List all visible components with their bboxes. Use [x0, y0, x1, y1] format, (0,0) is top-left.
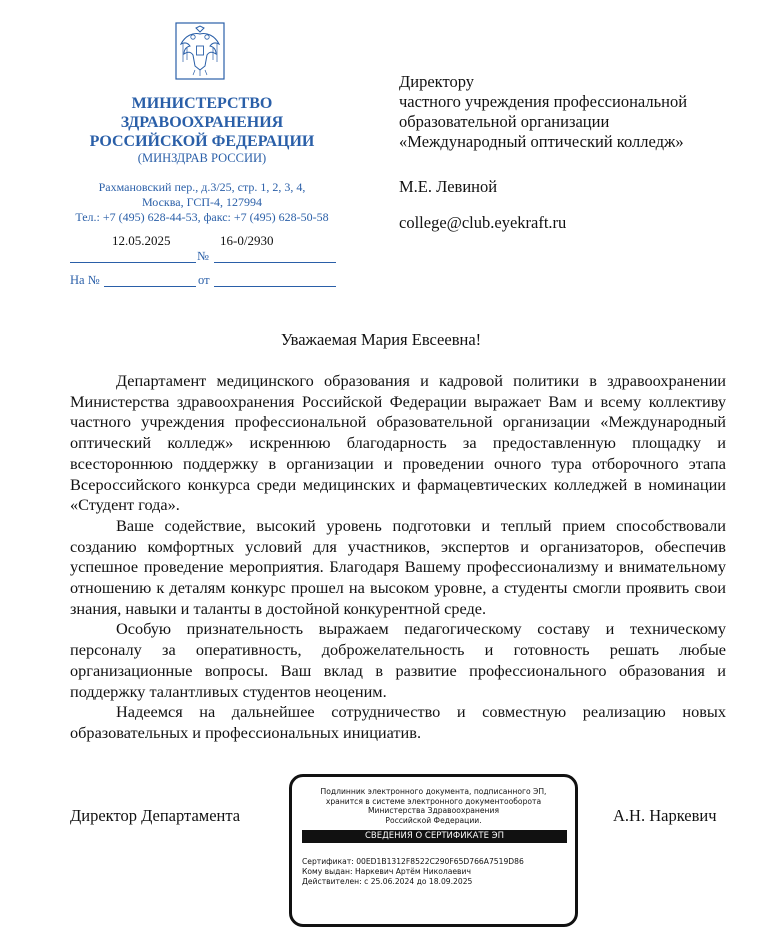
- stamp-header-line: Подлинник электронного документа, подписанного ЭП,: [320, 787, 547, 796]
- letter-body: [70, 371, 726, 744]
- recipient-name: М.Е. Левиной: [399, 177, 498, 196]
- ministry-line: РОССИЙСКОЙ ФЕДЕРАЦИИ: [89, 133, 315, 150]
- recipient-line: Директору: [399, 72, 474, 91]
- ministry-line: МИНИСТЕРСТВО: [131, 95, 273, 112]
- certificate-info: [302, 857, 524, 886]
- number-label: №: [197, 249, 209, 263]
- salutation: Уважаемая Мария Евсеевна!: [280, 330, 482, 349]
- recipient-line: образовательной организации: [399, 112, 610, 131]
- reference-from-label: от: [198, 273, 210, 287]
- stamp-title-bar: СВЕДЕНИЯ О СЕРТИФИКАТЕ ЭП: [302, 830, 567, 843]
- certificate-owner: Кому выдан: Наркевич Артём Николаевич: [302, 866, 471, 876]
- ministry-name: [60, 94, 344, 151]
- ministry-line: ЗДРАВООХРАНЕНИЯ: [120, 114, 284, 131]
- paragraph: Надеемся на дальнейшее сотрудничество и совместную реализацию новых образовательных и профессиональных инициатив.: [70, 702, 726, 742]
- signatory-position: Директор Департамента: [70, 806, 241, 825]
- reference-prefix: На №: [70, 273, 100, 287]
- certificate-number: Сертификат: 00ED1B1312F8522C290F65D766A7519D86: [302, 857, 524, 866]
- stamp-header: [304, 787, 563, 825]
- address-line: Рахмановский пер., д.3/25, стр. 1, 2, 3, 4,: [98, 180, 306, 194]
- paragraph: Особую признательность выражаем педагогическому составу и техническому персоналу за оперативность, доброжелательность и готовность решать любые организационные вопросы. Ваш вклад в развитие профессионального образования и поддержку талантливых студентов неоценим.: [70, 619, 726, 701]
- paragraph: Ваше содействие, высокий уровень подготовки и теплый прием способствовали созданию комфортных условий для участников, экспертов и организаторов, обеспечив успешное проведение мероприятия. Благодаря Вашему профессионализму и внимательному отношению к деталям конкурс прошел на высоком уровне, а студенты смогли проявить свои знания, навыки и таланты в достойной конкурентной среде.: [70, 515, 726, 618]
- certificate-validity: Действителен: с 25.06.2024 до 18.09.2025: [302, 876, 473, 886]
- reference-number-line: [104, 286, 196, 287]
- document-date: 12.05.2025: [112, 233, 171, 248]
- number-line: [214, 262, 336, 263]
- recipient-block: [399, 72, 739, 152]
- reference-date-line: [214, 286, 336, 287]
- electronic-signature-stamp: [289, 774, 578, 927]
- recipient-email: college@club.eyekraft.ru: [399, 213, 567, 232]
- coat-of-arms-icon: [175, 22, 225, 80]
- document-number: 16-0/2930: [220, 233, 274, 248]
- recipient-line: частного учреждения профессиональной: [399, 92, 688, 111]
- paragraph: Департамент медицинского образования и кадровой политики в здравоохранении Министерства здравоохранения Российской Федерации выражает Вам и всему коллективу частного учреждения профессиональной образовательной организации «Международный оптический колледж» искреннюю благодарность за предоставленную площадку и всестороннюю поддержку в организации и проведении очного тура отборочного этапа Всероссийского конкурса среди медицинских и фармацевтических колледжей в номинации «Студент года».: [70, 371, 726, 515]
- stamp-header-line: Российской Федерации.: [385, 815, 482, 825]
- stamp-header-line: Министерства Здравоохранения: [367, 806, 500, 816]
- ministry-short-name: (МИНЗДРАВ РОССИИ): [137, 151, 267, 165]
- date-line: [70, 262, 196, 263]
- stamp-header-line: хранится в системе электронного документооборота: [325, 796, 542, 806]
- address-line: Москва, ГСП-4, 127994: [141, 195, 263, 209]
- signatory-name: А.Н. Наркевич: [613, 806, 717, 825]
- phone-fax: Тел.: +7 (495) 628-44-53, факс: +7 (495) 628-50-58: [75, 210, 329, 224]
- recipient-line: «Международный оптический колледж»: [399, 132, 684, 151]
